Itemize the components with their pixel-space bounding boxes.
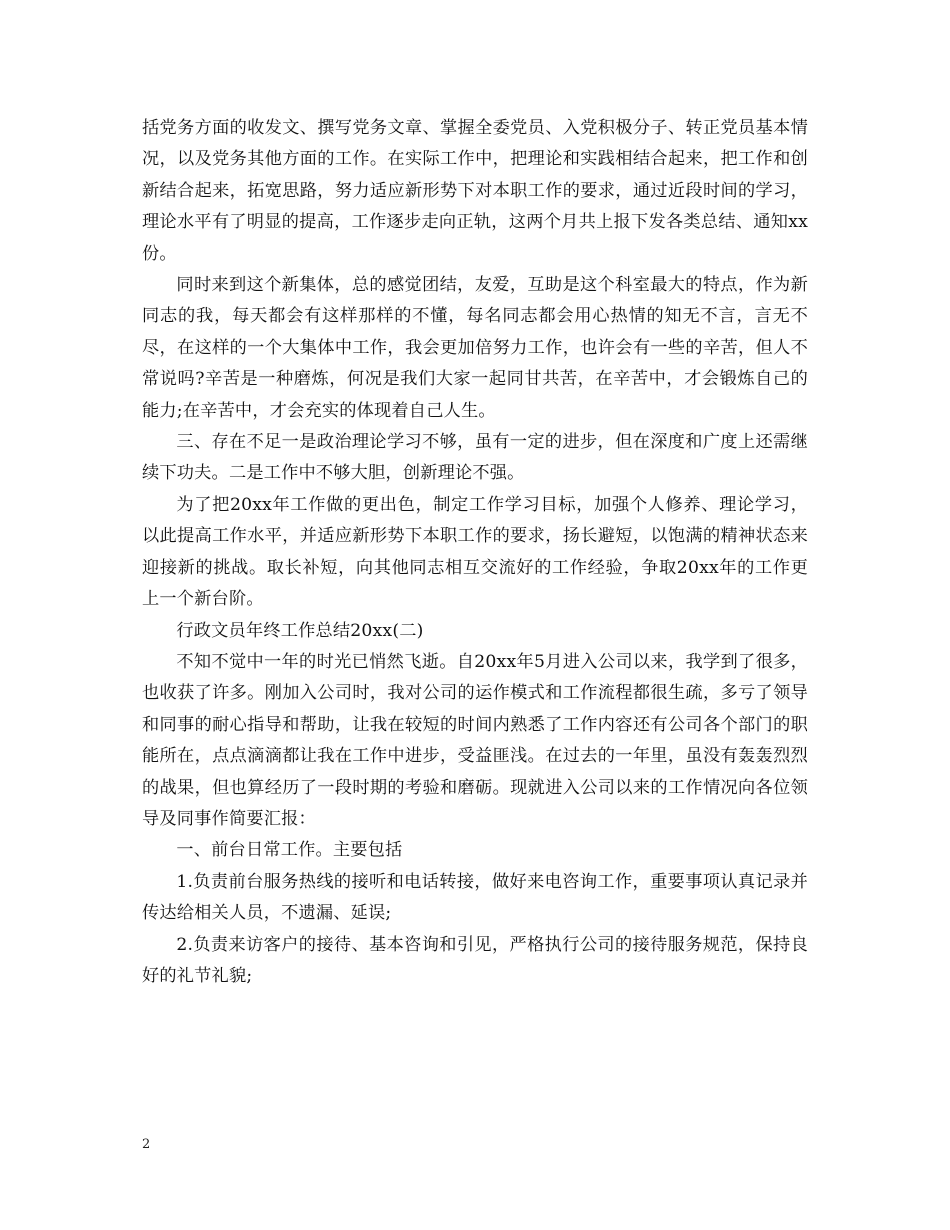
paragraph-goals: 为了把20xx年工作做的更出色，制定工作学习目标，加强个人修养、理论学习，以此提高工作水平，并适应新形势下本职工作的要求，扬长避短，以饱满的精神状态来迎接新的挑战。取长补短，向其他同志相互交流好的工作经验，争取20xx年的工作更上一个新台阶。 — [142, 494, 808, 610]
subsection-title: 一、前台日常工作。主要包括 — [176, 840, 403, 861]
page-number: 2 — [142, 1137, 151, 1152]
list-item-2: 2.负责来访客户的接待、基本咨询和引见，严格执行公司的接待服务规范，保持良好的礼节礼貌; — [142, 934, 808, 986]
list-item-1: 1.负责前台服务热线的接听和电话转接，做好来电咨询工作，重要事项认真记录并传达给相关人员，不遗漏、延误; — [142, 871, 808, 924]
paragraph-new-team: 同时来到这个新集体，总的感觉团结，友爱，互助是这个科室最大的特点，作为新同志的我，每天都会有这样那样的不懂，每名同志都会用心热情的知无不言，言无不尽，在这样的一个大集体中工作，我会更加倍努力工作，也许会有一些的辛苦，但人不常说吗?辛苦是一种磨炼，何况是我们大家一起同甘共苦，在辛苦中，才会锻炼自己的能力;在辛苦中，才会充实的体现着自己人生。 — [142, 275, 808, 421]
section-title: 行政文员年终工作总结20xx(二) — [176, 620, 424, 641]
document-body — [142, 113, 808, 992]
paragraph-year-review: 不知不觉中一年的时光已悄然飞逝。自20xx年5月进入公司以来，我学到了很多，也收获了许多。刚加入公司时，我对公司的运作模式和工作流程都很生疏，多亏了领导和同事的耐心指导和帮助，让我在较短的时间内熟悉了工作内容还有公司各个部门的职能所在，点点滴滴都让我在工作中进步，受益匪浅。在过去的一年里，虽没有轰轰烈烈的战果，但也算经历了一段时期的考验和磨砺。现就进入公司以来的工作情况向各位领导及同事作简要汇报： — [142, 651, 808, 829]
paragraph-party-work: 括党务方面的收发文、撰写党务文章、掌握全委党员、入党积极分子、转正党员基本情况，以及党务其他方面的工作。在实际工作中，把理论和实践相结合起来，把工作和创新结合起来，拓宽思路，努力适应新形势下对本职工作的要求，通过近段时间的学习，理论水平有了明显的提高，工作逐步走向正轨，这两个月共上报下发各类总结、通知xx份。 — [142, 118, 808, 264]
paragraph-shortcomings: 三、存在不足一是政治理论学习不够，虽有一定的进步，但在深度和广度上还需继续下功夫。二是工作中不够大胆，创新理论不强。 — [142, 432, 808, 484]
